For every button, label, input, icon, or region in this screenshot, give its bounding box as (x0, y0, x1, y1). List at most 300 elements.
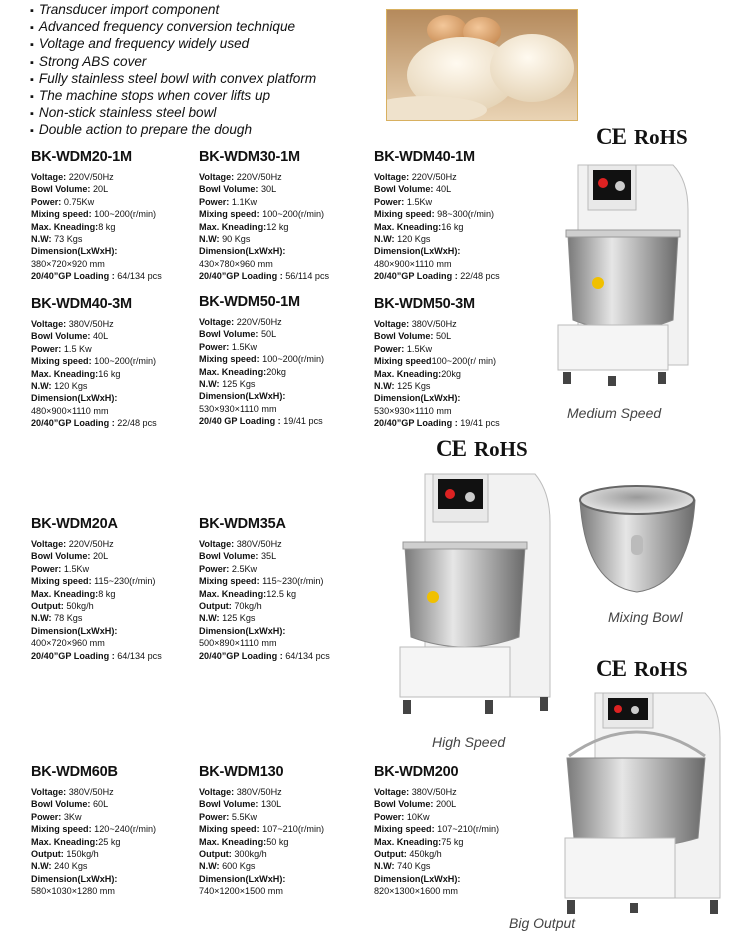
spec-row (374, 368, 500, 380)
spec-row (199, 341, 324, 353)
spec-value: 10Kw (404, 811, 430, 822)
spec-label: Dimension(LxWxH): (199, 391, 286, 402)
spec-label: Voltage: (31, 539, 67, 549)
spec-block-bk-wdm20a (31, 516, 162, 662)
spec-value: 107~210(r/min) (434, 824, 500, 835)
feature-item: ▪ Double action to prepare the dough (30, 122, 380, 139)
model-title: BK-WDM20A (31, 516, 118, 532)
spec-label: Dimension(LxWxH): (199, 873, 286, 884)
spec-block-bk-wdm40-1m (374, 149, 500, 283)
big-output-caption: Big Output (509, 915, 576, 931)
spec-value: 20kg (266, 366, 286, 377)
spec-row (199, 563, 330, 575)
spec-value: 2.5Kw (229, 563, 258, 574)
spec-value: 16 kg (98, 368, 121, 379)
spec-value: 220V/50Hz (66, 172, 114, 182)
model-title: BK-WDM20-1M (31, 149, 132, 165)
spec-row (31, 588, 162, 600)
mixing-bowl-caption: Mixing Bowl (608, 609, 683, 625)
spec-row (374, 786, 499, 798)
spec-value: 22/48 pcs (114, 418, 157, 429)
spec-row (374, 811, 499, 823)
spec-row (199, 823, 324, 835)
spec-label: Voltage: (31, 787, 67, 797)
spec-row (31, 208, 162, 220)
model-title: BK-WDM50-1M (199, 294, 300, 310)
spec-value: 130L (258, 799, 282, 810)
spec-value: 400×720×960 mm (31, 638, 105, 649)
spec-row (199, 183, 329, 195)
spec-label: Output: (199, 849, 232, 860)
spec-label: Bowl Volume: (31, 331, 91, 342)
spec-row (199, 245, 329, 257)
spec-row (31, 786, 156, 798)
spec-row (199, 233, 329, 245)
high-speed-caption: High Speed (432, 734, 506, 750)
spec-row (199, 575, 330, 587)
spec-value: 500×890×1110 mm (199, 638, 277, 649)
spec-row (31, 860, 156, 872)
spec-value: 820×1300×1600 mm (374, 886, 458, 897)
spec-label: Dimension(LxWxH): (31, 393, 118, 404)
spec-label: 20/40”GP Loading : (31, 650, 115, 661)
spec-value: 100~200(r/min) (259, 354, 325, 365)
spec-label: Power: (31, 196, 62, 207)
spec-value: 12 kg (266, 221, 289, 232)
spec-row (374, 392, 500, 404)
spec-label: Max. Kneading: (31, 368, 99, 379)
spec-value: 100~200(r/min) (259, 209, 325, 220)
spec-label: Output: (31, 601, 64, 612)
spec-label: Voltage: (374, 172, 410, 182)
spec-value: 530×930×1110 mm (374, 405, 452, 416)
spec-label: Voltage: (374, 787, 410, 797)
spec-value: 0.75Kw (61, 196, 95, 207)
spec-row (31, 417, 157, 429)
spec-value: 530×930×1110 mm (199, 403, 277, 414)
spec-value: 56/114 pcs (282, 271, 330, 282)
spec-row (374, 196, 500, 208)
spec-label: Power: (31, 563, 62, 574)
feature-item: ▪ Non-stick stainless steel bowl (30, 105, 380, 122)
spec-value: 98~300(r/min) (434, 209, 495, 220)
spec-label: Power: (31, 811, 62, 822)
model-title: BK-WDM30-1M (199, 149, 300, 165)
spec-value: 50 kg (266, 836, 289, 847)
spec-value: 20L (90, 551, 109, 562)
spec-value: 5.5Kw (229, 811, 258, 822)
spec-value: 22/48 pcs (457, 271, 500, 282)
spec-value: 580×1030×1280 mm (31, 886, 115, 897)
spec-row (199, 600, 330, 612)
spec-row (31, 270, 162, 282)
spec-label: Voltage: (199, 172, 235, 182)
spec-label: Voltage: (31, 319, 67, 329)
ce-mark: CE (596, 656, 626, 681)
spec-value: 19/41 pcs (280, 416, 323, 427)
spec-label: Bowl Volume: (31, 551, 91, 562)
spec-value: 125 Kgs (219, 379, 256, 390)
spec-value: 40L (90, 331, 109, 342)
model-title: BK-WDM35A (199, 516, 286, 532)
spec-value: 380V/50Hz (409, 787, 457, 797)
spec-row (199, 258, 329, 270)
spec-value: 100~200(r/ min) (431, 356, 497, 367)
spec-row (374, 245, 500, 257)
spec-row (199, 612, 330, 624)
spec-label: Max. Kneading: (199, 366, 267, 377)
spec-row (31, 318, 157, 330)
spec-label: Power: (374, 811, 405, 822)
spec-label: Dimension(LxWxH): (199, 246, 286, 257)
spec-row (31, 171, 162, 183)
spec-label: Max. Kneading: (199, 221, 267, 232)
spec-row (199, 550, 330, 562)
spec-value: 100~200(r/min) (91, 356, 157, 367)
spec-row (374, 270, 500, 282)
high-speed-mixer-photo (395, 462, 555, 722)
spec-row (374, 233, 500, 245)
spec-label: 20/40”GP Loading : (31, 418, 115, 429)
big-output-mixer-photo (555, 688, 725, 918)
model-title: BK-WDM60B (31, 764, 118, 780)
spec-label: Mixing speed: (199, 354, 260, 365)
model-title: BK-WDM40-1M (374, 149, 475, 165)
spec-row (31, 368, 157, 380)
spec-row (374, 823, 499, 835)
spec-row (31, 798, 156, 810)
medium-speed-mixer-photo (548, 150, 698, 395)
spec-value: 19/41 pcs (457, 418, 500, 429)
spec-value: 240 Kgs (51, 861, 88, 872)
spec-value: 107~210(r/min) (259, 824, 325, 835)
spec-row (374, 405, 500, 417)
spec-label: Output: (374, 849, 407, 860)
model-title: BK-WDM200 (374, 764, 459, 780)
spec-label: Mixing speed: (374, 824, 435, 835)
spec-label: Power: (31, 343, 62, 354)
spec-value: 50kg/h (63, 601, 94, 612)
spec-label: Voltage: (199, 787, 235, 797)
spec-label: Bowl Volume: (374, 799, 434, 810)
spec-label: Max. Kneading: (199, 588, 267, 599)
spec-row (31, 550, 162, 562)
ce-rohs-mark (596, 656, 688, 682)
spec-label: Output: (31, 849, 64, 860)
spec-row (199, 538, 330, 550)
spec-value: 600 Kgs (219, 861, 256, 872)
spec-label: Max. Kneading: (31, 588, 99, 599)
spec-value: 150kg/h (63, 849, 99, 860)
spec-value: 430×780×960 mm (199, 258, 273, 269)
spec-label: Dimension(LxWxH): (31, 625, 118, 636)
spec-label: Max. Kneading: (374, 368, 442, 379)
feature-list (30, 2, 380, 140)
ce-rohs-mark (596, 124, 688, 150)
spec-value: 3Kw (61, 811, 82, 822)
spec-value: 450kg/h (406, 849, 442, 860)
spec-label: Power: (374, 196, 405, 207)
spec-label: 20/40”GP Loading : (31, 271, 115, 282)
spec-label: Bowl Volume: (374, 184, 434, 195)
spec-value: 8 kg (98, 221, 116, 232)
spec-label: Dimension(LxWxH): (31, 873, 118, 884)
spec-row (31, 221, 162, 233)
spec-row (199, 366, 324, 378)
rohs-mark: RoHS (633, 657, 688, 681)
spec-value: 200L (433, 799, 457, 810)
spec-row (31, 330, 157, 342)
spec-label: Bowl Volume: (199, 551, 259, 562)
spec-row (199, 378, 324, 390)
spec-row (31, 355, 157, 367)
spec-row (374, 183, 500, 195)
spec-row (31, 625, 162, 637)
spec-value: 1.5 Kw (61, 343, 92, 354)
spec-label: N.W: (374, 381, 395, 392)
spec-row (199, 328, 324, 340)
spec-block-bk-wdm60b (31, 764, 156, 898)
spec-label: Mixing speed (374, 356, 432, 367)
spec-row (374, 848, 499, 860)
spec-value: 220V/50Hz (66, 539, 114, 549)
spec-label: Mixing speed: (31, 209, 92, 220)
spec-value: 120~240(r/min) (91, 824, 157, 835)
spec-row (199, 353, 324, 365)
spec-label: Voltage: (31, 172, 67, 182)
spec-row (199, 848, 324, 860)
spec-value: 300kg/h (231, 849, 267, 860)
spec-value: 16 kg (441, 221, 464, 232)
spec-label: Voltage: (199, 539, 235, 549)
spec-value: 90 Kgs (219, 234, 251, 245)
spec-row (31, 811, 156, 823)
spec-value: 740×1200×1500 mm (199, 886, 283, 897)
ce-mark: CE (436, 436, 466, 461)
spec-label: Bowl Volume: (199, 799, 259, 810)
spec-label: 20/40”GP Loading : (199, 650, 283, 661)
spec-row (374, 318, 500, 330)
spec-value: 380×720×920 mm (31, 258, 105, 269)
spec-label: Output: (199, 601, 232, 612)
spec-value: 220V/50Hz (409, 172, 457, 182)
spec-value: 20kg (441, 368, 461, 379)
spec-label: Power: (199, 563, 230, 574)
ce-rohs-mark (436, 436, 528, 462)
spec-block-bk-wdm20-1m (31, 149, 162, 283)
spec-block-bk-wdm30-1m (199, 149, 329, 283)
spec-row (31, 258, 162, 270)
spec-row (199, 637, 330, 649)
spec-row (199, 390, 324, 402)
spec-label: Bowl Volume: (199, 184, 259, 195)
spec-value: 1.1Kw (229, 196, 258, 207)
spec-row (199, 798, 324, 810)
rohs-mark: RoHS (633, 125, 688, 149)
spec-row (31, 405, 157, 417)
spec-label: Dimension(LxWxH): (374, 873, 461, 884)
spec-row (31, 823, 156, 835)
spec-value: 115~230(r/min) (91, 576, 156, 587)
spec-label: N.W: (31, 861, 52, 872)
spec-label: Max. Kneading: (31, 221, 99, 232)
spec-block-bk-wdm50-1m (199, 294, 324, 428)
spec-value: 78 Kgs (51, 613, 83, 624)
spec-row (374, 343, 500, 355)
spec-row (374, 417, 500, 429)
spec-row (31, 380, 157, 392)
spec-value: 740 Kgs (394, 861, 431, 872)
spec-value: 220V/50Hz (234, 317, 282, 327)
spec-row (374, 258, 500, 270)
medium-speed-caption: Medium Speed (567, 405, 662, 421)
spec-row (199, 588, 330, 600)
spec-label: Dimension(LxWxH): (374, 246, 461, 257)
spec-row (199, 836, 324, 848)
spec-value: 64/134 pcs (114, 271, 162, 282)
spec-label: Max. Kneading: (374, 836, 442, 847)
spec-row (199, 196, 329, 208)
spec-row (374, 380, 500, 392)
spec-label: Mixing speed: (31, 356, 92, 367)
spec-label: Dimension(LxWxH): (31, 246, 118, 257)
spec-value: 1.5Kw (404, 196, 433, 207)
spec-value: 115~230(r/min) (259, 576, 324, 587)
spec-label: Bowl Volume: (374, 331, 434, 342)
spec-label: Mixing speed: (199, 576, 260, 587)
spec-row (374, 221, 500, 233)
spec-row (374, 798, 499, 810)
spec-row (374, 330, 500, 342)
spec-row (199, 221, 329, 233)
spec-label: Max. Kneading: (374, 221, 442, 232)
spec-value: 20L (90, 184, 109, 195)
spec-value: 1.5Kw (61, 563, 90, 574)
feature-item: ▪ Fully stainless steel bowl with convex platform (30, 71, 380, 88)
spec-label: Mixing speed: (31, 824, 92, 835)
spec-row (31, 885, 156, 897)
spec-value: 50L (433, 331, 452, 342)
spec-label: N.W: (31, 613, 52, 624)
dough-photo (386, 9, 578, 121)
spec-label: 20/40”GP Loading : (374, 418, 458, 429)
spec-value: 380V/50Hz (234, 787, 282, 797)
spec-value: 40L (433, 184, 452, 195)
spec-label: Power: (199, 196, 230, 207)
spec-row (199, 171, 329, 183)
ce-mark: CE (596, 124, 626, 149)
spec-value: 480×900×1110 mm (31, 405, 109, 416)
spec-value: 75 kg (441, 836, 464, 847)
spec-label: Bowl Volume: (31, 184, 91, 195)
spec-label: Mixing speed: (374, 209, 435, 220)
feature-item: ▪ Advanced frequency conversion technique (30, 19, 380, 36)
spec-value: 35L (258, 551, 277, 562)
spec-label: N.W: (199, 613, 220, 624)
spec-value: 12.5 kg (266, 588, 297, 599)
spec-row (199, 208, 329, 220)
spec-row (199, 316, 324, 328)
mixing-bowl-photo (575, 480, 700, 600)
spec-value: 480×900×1110 mm (374, 258, 452, 269)
spec-label: Dimension(LxWxH): (199, 625, 286, 636)
model-title: BK-WDM50-3M (374, 296, 475, 312)
spec-row (31, 600, 162, 612)
spec-label: Bowl Volume: (31, 799, 91, 810)
spec-row (31, 836, 156, 848)
spec-row (31, 343, 157, 355)
spec-row (199, 873, 324, 885)
spec-block-bk-wdm50-3m (374, 296, 500, 430)
spec-row (31, 196, 162, 208)
feature-item: ▪ The machine stops when cover lifts up (30, 88, 380, 105)
spec-value: 125 Kgs (219, 613, 256, 624)
spec-value: 25 kg (98, 836, 121, 847)
spec-row (199, 415, 324, 427)
spec-row (374, 355, 500, 367)
spec-row (199, 885, 324, 897)
spec-row (374, 208, 500, 220)
spec-label: N.W: (199, 379, 220, 390)
spec-row (31, 392, 157, 404)
spec-row (31, 575, 162, 587)
spec-row (374, 171, 500, 183)
feature-item: ▪ Voltage and frequency widely used (30, 36, 380, 53)
spec-value: 1.5Kw (404, 343, 433, 354)
spec-value: 380V/50Hz (66, 319, 114, 329)
feature-item: ▪ Strong ABS cover (30, 54, 380, 71)
spec-value: 64/134 pcs (114, 650, 162, 661)
spec-label: Mixing speed: (199, 209, 260, 220)
spec-row (31, 233, 162, 245)
spec-row (31, 650, 162, 662)
spec-value: 380V/50Hz (409, 319, 457, 329)
spec-label: Mixing speed: (199, 824, 260, 835)
spec-label: 20/40 GP Loading : (199, 416, 281, 427)
spec-label: Max. Kneading: (199, 836, 267, 847)
spec-label: Power: (199, 341, 230, 352)
spec-row (374, 860, 499, 872)
spec-block-bk-wdm40-3m (31, 296, 157, 430)
spec-value: 50L (258, 329, 277, 340)
spec-value: 70kg/h (231, 601, 262, 612)
model-title: BK-WDM130 (199, 764, 284, 780)
spec-row (31, 183, 162, 195)
spec-row (199, 860, 324, 872)
spec-row (31, 637, 162, 649)
spec-row (199, 270, 329, 282)
spec-block-bk-wdm35a (199, 516, 330, 662)
spec-row (199, 786, 324, 798)
spec-value: 8 kg (98, 588, 116, 599)
spec-row (199, 403, 324, 415)
spec-row (31, 848, 156, 860)
spec-label: N.W: (199, 234, 220, 245)
rohs-mark: RoHS (473, 437, 528, 461)
spec-label: Power: (199, 811, 230, 822)
spec-value: 120 Kgs (51, 381, 88, 392)
spec-label: N.W: (374, 234, 395, 245)
spec-row (31, 538, 162, 550)
model-title: BK-WDM40-3M (31, 296, 132, 312)
spec-row (374, 885, 499, 897)
spec-value: 125 Kgs (394, 381, 431, 392)
spec-row (199, 650, 330, 662)
spec-row (31, 563, 162, 575)
spec-row (31, 245, 162, 257)
spec-label: N.W: (31, 381, 52, 392)
spec-value: 73 Kgs (51, 234, 83, 245)
